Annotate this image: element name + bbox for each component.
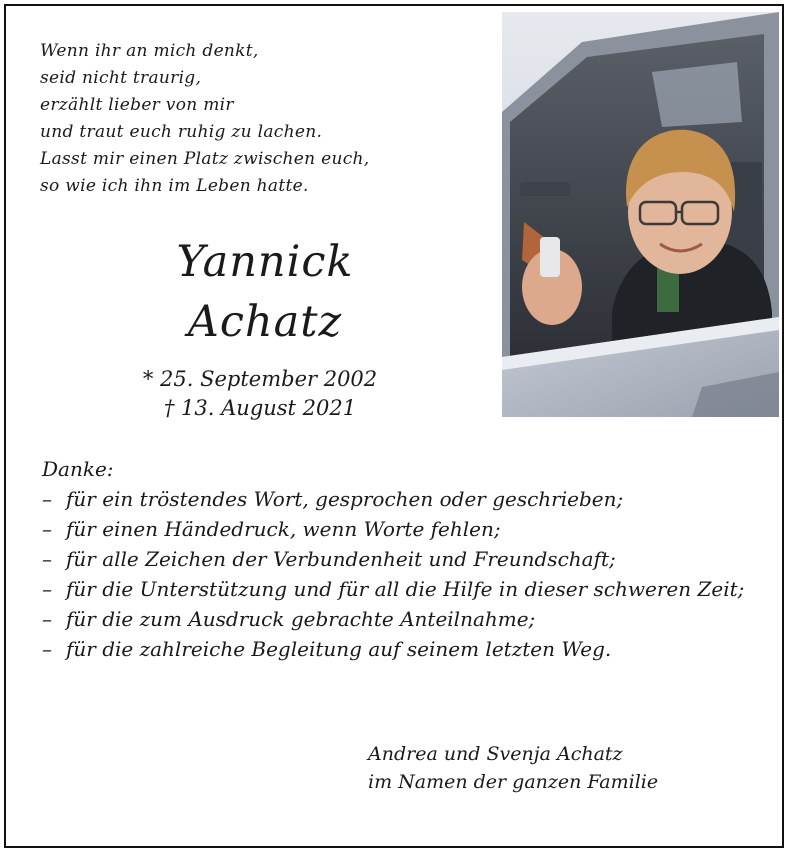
dash-bullet: – bbox=[42, 487, 52, 511]
portrait-photo bbox=[502, 12, 779, 417]
poem-line: so wie ich ihn im Leben hatte. bbox=[40, 176, 309, 196]
thanks-heading: Danke: bbox=[42, 457, 114, 481]
deceased-name bbox=[130, 232, 400, 352]
list-item bbox=[42, 574, 762, 604]
dash-bullet: – bbox=[42, 517, 52, 541]
thanks-item-text: für die zum Ausdruck gebrachte Anteilnahme; bbox=[66, 607, 536, 631]
thanks-item-text: für einen Händedruck, wenn Worte fehlen; bbox=[66, 517, 501, 541]
birth-date: * 25. September 2002 bbox=[142, 367, 378, 391]
poem-line: und traut euch ruhig zu lachen. bbox=[40, 122, 323, 142]
thanks-item-text: für die Unterstützung und für all die Hilfe in dieser schweren Zeit; bbox=[66, 577, 745, 601]
thanks-list bbox=[42, 484, 762, 664]
poem-line: seid nicht traurig, bbox=[40, 68, 202, 88]
thanks-item-text: für ein tröstendes Wort, gesprochen oder geschrieben; bbox=[66, 487, 624, 511]
list-item bbox=[42, 634, 762, 664]
thanks-item-text: für die zahlreiche Begleitung auf seinem letzten Weg. bbox=[66, 637, 612, 661]
last-name: Achatz bbox=[187, 297, 343, 347]
poem-line: erzählt lieber von mir bbox=[40, 95, 234, 115]
dash-bullet: – bbox=[42, 607, 52, 631]
thanks-section bbox=[42, 454, 762, 664]
list-item bbox=[42, 544, 762, 574]
life-dates bbox=[100, 365, 420, 423]
dash-bullet: – bbox=[42, 637, 52, 661]
list-item bbox=[42, 604, 762, 634]
list-item bbox=[42, 484, 762, 514]
poem-line: Lasst mir einen Platz zwischen euch, bbox=[40, 149, 370, 169]
death-date: † 13. August 2021 bbox=[163, 396, 357, 420]
signature bbox=[368, 740, 768, 796]
signature-family: im Namen der ganzen Familie bbox=[368, 771, 659, 793]
dash-bullet: – bbox=[42, 577, 52, 601]
poem bbox=[40, 38, 480, 200]
dash-bullet: – bbox=[42, 547, 52, 571]
thanks-item-text: für alle Zeichen der Verbundenheit und Freundschaft; bbox=[66, 547, 616, 571]
poem-line: Wenn ihr an mich denkt, bbox=[40, 41, 259, 61]
first-name: Yannick bbox=[176, 237, 354, 287]
signature-names: Andrea und Svenja Achatz bbox=[368, 743, 623, 765]
list-item bbox=[42, 514, 762, 544]
